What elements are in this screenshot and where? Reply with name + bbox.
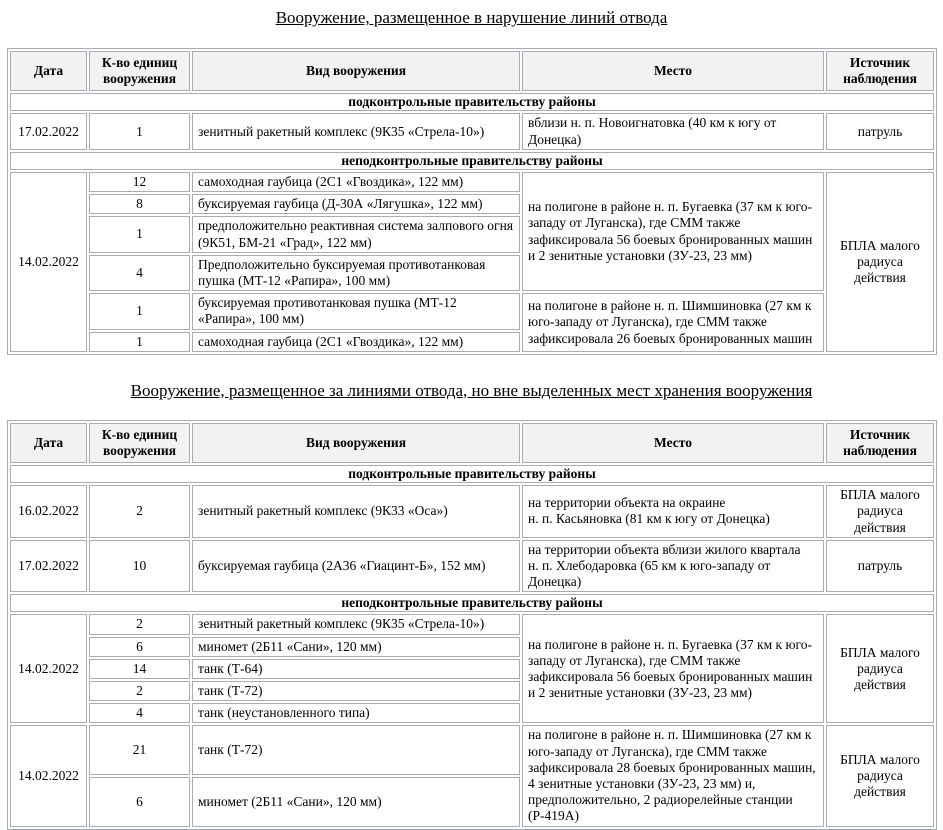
weapon-cell: предположительно реактивная система залпового огня (9К51, БМ-21 «Град», 122 мм) (192, 216, 520, 252)
count-cell: 2 (89, 681, 190, 701)
count-cell: 6 (89, 777, 190, 827)
table2-title: Вооружение, размещенное за линиями отвода, но вне выделенных мест хранения вооружения (130, 380, 813, 400)
source-cell: БПЛА малого радиуса действия (826, 485, 934, 538)
weapon-cell: самоходная гаубица (2С1 «Гвоздика», 122 мм) (192, 172, 520, 192)
weapon-cell: танк (Т-72) (192, 725, 520, 775)
source-cell: БПЛА малого радиуса действия (826, 725, 934, 826)
count-cell: 4 (89, 703, 190, 723)
weapon-cell: зенитный ракетный комплекс (9К33 «Оса») (192, 485, 520, 538)
table-row (10, 293, 934, 329)
count-cell: 1 (89, 293, 190, 329)
count-cell: 12 (89, 172, 190, 192)
count-cell: 8 (89, 194, 190, 214)
location-cell: на полигоне в районе н. п. Шимшиновка (27 км к юго-западу от Луганска), где СММ также зафиксировала 26 боевых бронированных машин (522, 293, 824, 352)
weapon-cell: самоходная гаубица (2С1 «Гвоздика», 122 мм) (192, 332, 520, 352)
location-cell: на полигоне в районе н. п. Бугаевка (37 км к юго-западу от Луганска), где СММ также зафиксировала 56 боевых бронированных машин и 2 зенитные установки (ЗУ-23, 23 мм) (522, 614, 824, 723)
table-row (10, 540, 934, 593)
table-row (10, 614, 934, 634)
date-cell: 14.02.2022 (10, 614, 87, 723)
weapon-cell: буксируемая гаубица (Д-30А «Лягушка», 122 мм) (192, 194, 520, 214)
date-cell: 16.02.2022 (10, 485, 87, 538)
column-header: Место (522, 423, 824, 463)
section-label: подконтрольные правительству районы (10, 93, 934, 111)
weapon-cell: зенитный ракетный комплекс (9К35 «Стрела-10») (192, 113, 520, 149)
date-cell: 14.02.2022 (10, 172, 87, 352)
source-cell: патруль (826, 540, 934, 593)
column-header: Вид вооружения (192, 51, 520, 91)
column-header: К-во единиц вооружения (89, 423, 190, 463)
table-row (10, 113, 934, 149)
section-row (10, 152, 934, 170)
table-row (10, 725, 934, 775)
source-cell: БПЛА малого радиуса действия (826, 172, 934, 352)
location-cell: вблизи н. п. Новоигнатовка (40 км к югу от Донецка) (522, 113, 824, 149)
header-row (10, 51, 934, 91)
section-label: неподконтрольные правительству районы (10, 152, 934, 170)
column-header: К-во единиц вооружения (89, 51, 190, 91)
table1-title: Вооружение, размещенное в нарушение линий отвода (275, 8, 668, 27)
weapon-cell: миномет (2Б11 «Сани», 120 мм) (192, 637, 520, 657)
date-cell: 14.02.2022 (10, 725, 87, 826)
count-cell: 1 (89, 332, 190, 352)
location-cell: на территории объекта на окраине н. п. Касьяновка (81 км к югу от Донецка) (522, 485, 824, 538)
source-cell: БПЛА малого радиуса действия (826, 614, 934, 723)
count-cell: 2 (89, 614, 190, 634)
weapon-cell: танк (неустановленного типа) (192, 703, 520, 723)
column-header: Дата (10, 51, 87, 91)
table-row (10, 172, 934, 192)
column-header: Место (522, 51, 824, 91)
count-cell: 1 (89, 216, 190, 252)
weapon-cell: миномет (2Б11 «Сани», 120 мм) (192, 777, 520, 827)
column-header: Источник наблюдения (826, 423, 934, 463)
count-cell: 2 (89, 485, 190, 538)
column-header: Вид вооружения (192, 423, 520, 463)
count-cell: 10 (89, 540, 190, 593)
weapon-cell: буксируемая противотанковая пушка (МТ-12 «Рапира», 100 мм) (192, 293, 520, 329)
count-cell: 14 (89, 659, 190, 679)
section-row (10, 594, 934, 612)
section-label: подконтрольные правительству районы (10, 465, 934, 483)
weapon-cell: буксируемая гаубица (2А36 «Гиацинт-Б», 152 мм) (192, 540, 520, 593)
section-label: неподконтрольные правительству районы (10, 594, 934, 612)
column-header: Дата (10, 423, 87, 463)
section-row (10, 465, 934, 483)
weapon-cell: зенитный ракетный комплекс (9К35 «Стрела-10») (192, 614, 520, 634)
count-cell: 1 (89, 113, 190, 149)
weapons-violation-table (7, 48, 937, 354)
date-cell: 17.02.2022 (10, 540, 87, 593)
location-cell: на территории объекта вблизи жилого квартала н. п. Хлебодаровка (65 км к юго-западу от Донецка) (522, 540, 824, 593)
source-cell: патруль (826, 113, 934, 149)
section-row (10, 93, 934, 111)
weapon-cell: танк (Т-64) (192, 659, 520, 679)
header-row (10, 423, 934, 463)
date-cell: 17.02.2022 (10, 113, 87, 149)
count-cell: 21 (89, 725, 190, 775)
count-cell: 6 (89, 637, 190, 657)
table-row (10, 485, 934, 538)
weapon-cell: Предположительно буксируемая противотанковая пушка (МТ-12 «Рапира», 100 мм) (192, 255, 520, 291)
location-cell: на полигоне в районе н. п. Шимшиновка (27 км к юго-западу от Луганска), где СММ также зафиксировала 28 боевых бронированных машин, 4 зенитные установки (ЗУ-23, 23 мм) и, предположительно, 2 радиорелейные станции (Р-419А) (522, 725, 824, 826)
location-cell: на полигоне в районе н. п. Бугаевка (37 км к юго-западу от Луганска), где СММ также зафиксировала 56 боевых бронированных машин и 2 зенитные установки (ЗУ-23, 23 мм) (522, 172, 824, 291)
count-cell: 4 (89, 255, 190, 291)
weapon-cell: танк (Т-72) (192, 681, 520, 701)
column-header: Источник наблюдения (826, 51, 934, 91)
weapons-outside-storage-table (7, 420, 937, 830)
